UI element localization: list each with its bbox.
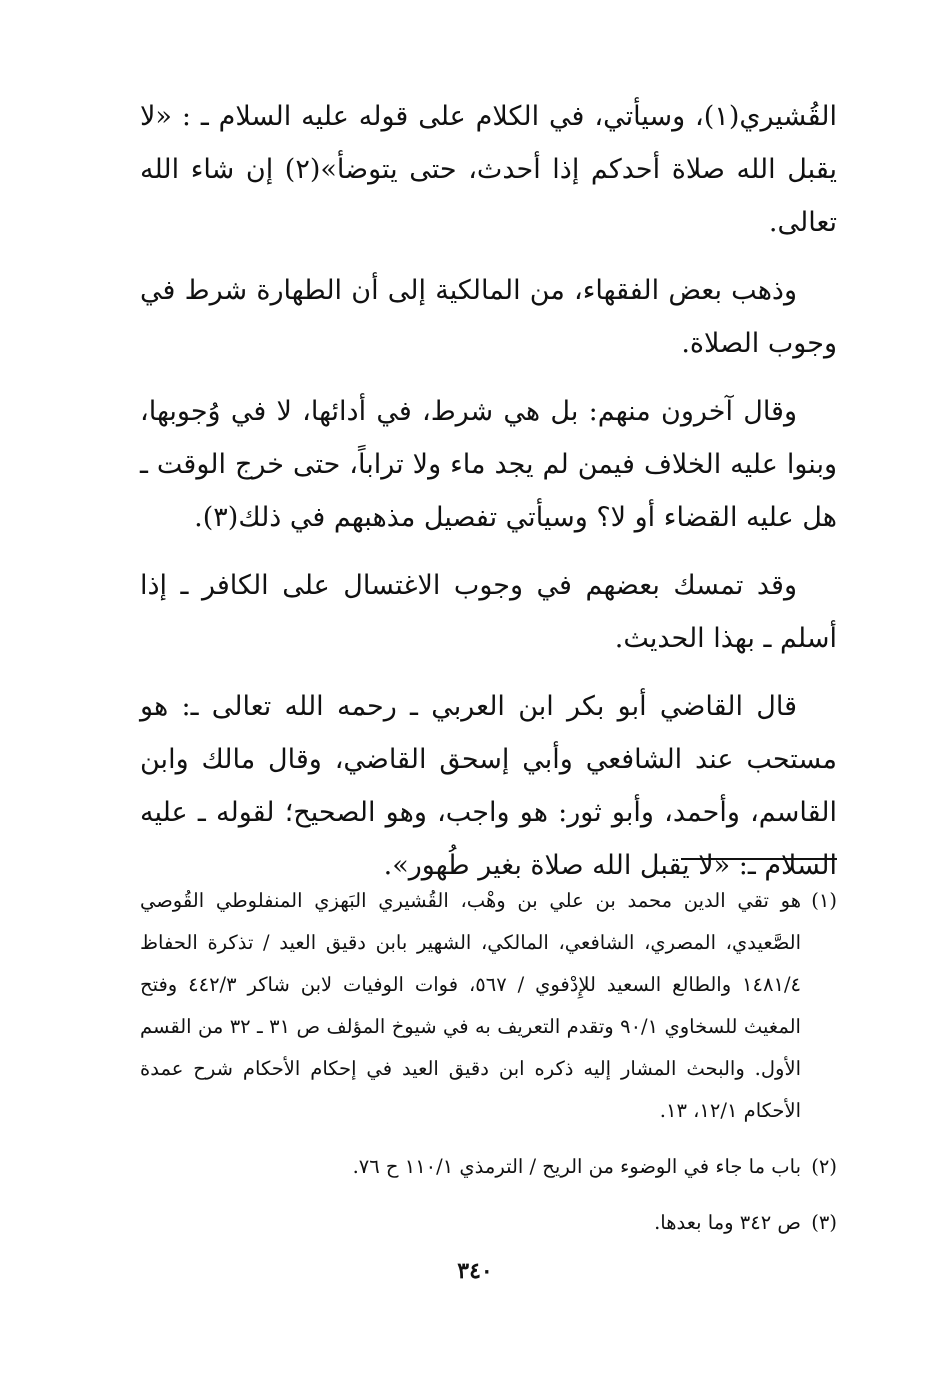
paragraph-5: قال القاضي أبو بكر ابن العربي ـ رحمه الله تعالى ـ: هو مستحب عند الشافعي وأبي إسحق القاضي، وقال مالك وابن القاسم، وأحمد، وأبو ثور: هو واجب، وهو الصحيح؛ لقوله ـ عليه السلام ـ: «لا يقبل الله صلاة بغير طُهور». [140, 691, 837, 881]
paragraph-2: وذهب بعض الفقهاء، من المالكية إلى أن الطهارة شرط في وجوب الصلاة. [140, 275, 837, 359]
footnote-text: ص ٣٤٢ وما بعدها. [654, 1211, 801, 1234]
footnote-separator [681, 858, 837, 860]
footnote-number: (١) [811, 889, 837, 912]
page-number: ٣٤٠ [457, 1258, 493, 1284]
footnote-number: (٢) [811, 1155, 837, 1178]
paragraph-1: القُشيري(١)، وسيأتي، في الكلام على قوله عليه السلام ـ : «لا يقبل الله صلاة أحدكم إذا أحدث، حتى يتوضأ»(٢) إن شاء الله تعالى. [140, 101, 837, 238]
footnotes [140, 880, 837, 1258]
paragraph-3: وقال آخرون منهم: بل هي شرط، في أدائها، لا في وُجوبها، وبنوا عليه الخلاف فيمن لم يجد ماء ولا تراباً، حتى خرج الوقت ـ هل عليه القضاء أو لا؟ وسيأتي تفصيل مذهبهم في ذلك(٣). [140, 396, 837, 533]
footnote-1 [140, 880, 837, 1132]
footnote-text: باب ما جاء في الوضوء من الريح / الترمذي ١١٠/١ ح ٧٦. [352, 1155, 801, 1178]
main-text [140, 90, 837, 907]
paragraph-4: وقد تمسك بعضهم في وجوب الاغتسال على الكافر ـ إذا أسلم ـ بهذا الحديث. [140, 570, 837, 654]
footnote-2 [140, 1146, 837, 1188]
footnote-text: هو تقي الدين محمد بن علي بن وهْب، القُشيري البَهزي المنفلوطي القُوصي الصَّعيدي، المصري، الشافعي، المالكي، الشهير بابن دقيق العيد / تذكرة الحفاظ ١٤٨١/٤ والطالع السعيد للإِدْفوي / ٥٦٧، فوات الوفيات لابن شاكر ٤٤٢/٣ وفتح المغيث للسخاوي ٩٠/١ وتقدم التعريف به في شيوخ المؤلف ص ٣١ ـ ٣٢ من القسم الأول. والبحث المشار إليه ذكره ابن دقيق العيد في إحكام الأحكام شرح عمدة الأحكام ١٢/١، ١٣. [140, 889, 801, 1122]
footnote-number: (٣) [811, 1211, 837, 1234]
footnote-3 [140, 1202, 837, 1244]
